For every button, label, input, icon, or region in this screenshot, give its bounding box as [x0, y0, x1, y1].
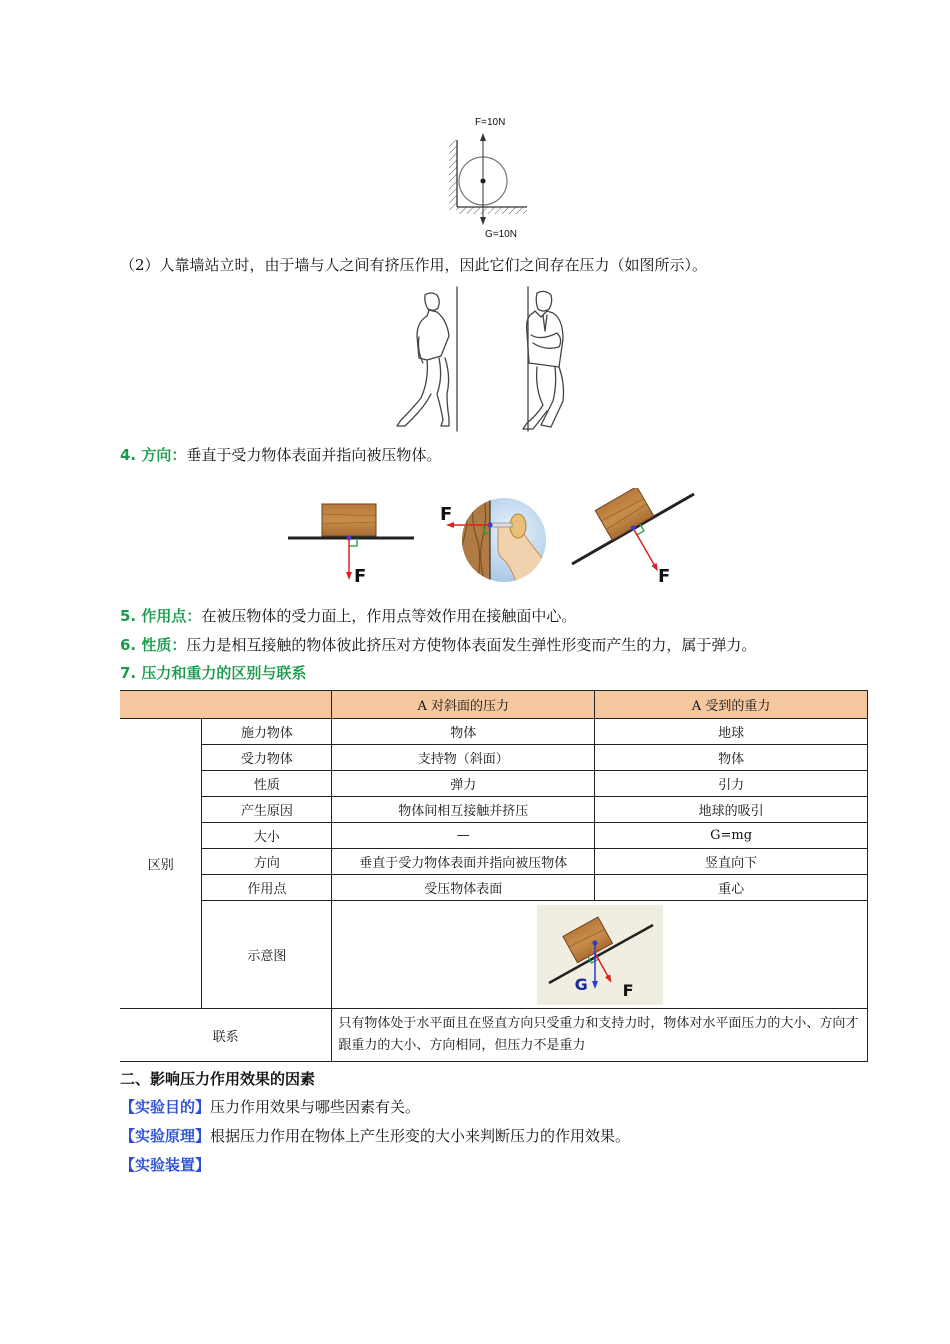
table-header-row	[120, 691, 868, 719]
pressure-cell: 弹力	[332, 771, 595, 797]
table-row	[120, 745, 868, 771]
gravity-cell: 物体	[595, 745, 868, 771]
principle-text: 根据压力作用在物体上产生形变的大小来判断压力的作用效果。	[210, 1127, 631, 1145]
point-label: 5. 作用点：	[120, 607, 202, 625]
attr-cell: 性质	[202, 771, 332, 797]
g-label: G=10N	[485, 229, 517, 240]
diagram-g-label: G	[574, 974, 588, 994]
pressure-cell: 物体间相互接触并挤压	[332, 797, 595, 823]
gravity-cell: 地球的吸引	[595, 797, 868, 823]
diagram-label-cell: 示意图	[202, 901, 332, 1009]
table-row	[120, 719, 868, 745]
purpose-label: 【实验目的】	[120, 1098, 211, 1116]
section-2-title: 二、影响压力作用效果的因素	[120, 1070, 316, 1088]
table-row	[120, 875, 868, 901]
table-row	[120, 797, 868, 823]
gravity-cell: 引力	[595, 771, 868, 797]
diagram-f-label: F	[622, 980, 634, 1000]
gravity-cell: G=mg	[595, 823, 868, 849]
direction-text: 垂直于受力物体表面并指向被压物体。	[186, 446, 442, 464]
pressure-gravity-diagram	[537, 905, 663, 1005]
apparatus-label: 【实验装置】	[120, 1156, 211, 1174]
gravity-cell: 竖直向下	[595, 849, 868, 875]
attr-cell: 受力物体	[202, 745, 332, 771]
table-row	[120, 771, 868, 797]
principle-line	[120, 1125, 630, 1147]
compare-title: 7. 压力和重力的区别与联系	[120, 664, 307, 682]
direction-label: 4. 方向：	[120, 446, 187, 464]
header-pressure: A 对斜面的压力	[332, 691, 595, 719]
pressure-cell: 物体	[332, 719, 595, 745]
nature-line	[120, 634, 756, 656]
block-on-slope-figure	[570, 488, 700, 588]
header-empty-cell	[120, 691, 332, 719]
point-text: 在被压物体的受力面上，作用点等效作用在接触面中心。	[201, 607, 577, 625]
attr-cell: 施力物体	[202, 719, 332, 745]
header-gravity: A 受到的重力	[595, 691, 868, 719]
attr-cell: 大小	[202, 823, 332, 849]
pressure-cell: 垂直于受力物体表面并指向被压物体	[332, 849, 595, 875]
thumb-wall-figure	[438, 498, 548, 588]
force-label-1: F	[354, 566, 367, 587]
pressure-cell: —	[332, 823, 595, 849]
purpose-line	[120, 1096, 420, 1118]
relation-text-cell: 只有物体处于水平面且在竖直方向只受重力和支持力时，物体对水平面压力的大小、方向才跟重力的大小、方向相同，但压力不是重力	[332, 1009, 868, 1062]
pressure-cell: 受压物体表面	[332, 875, 595, 901]
people-wall-figure	[395, 285, 595, 435]
attr-cell: 作用点	[202, 875, 332, 901]
nature-label: 6. 性质：	[120, 636, 187, 654]
comparison-table	[120, 690, 868, 1062]
nature-text: 压力是相互接触的物体彼此挤压对方使物体表面发生弹性形变而产生的力，属于弹力。	[186, 636, 757, 654]
pressure-cell: 支持物（斜面）	[332, 745, 595, 771]
apparatus-line	[120, 1154, 210, 1176]
purpose-text: 压力作用效果与哪些因素有关。	[210, 1098, 421, 1116]
gravity-cell: 地球	[595, 719, 868, 745]
paragraph-2: （2）人靠墙站立时，由于墙与人之间有挤压作用，因此它们之间存在压力（如图所示）。	[120, 256, 708, 274]
attr-cell: 方向	[202, 849, 332, 875]
relation-row	[120, 1009, 868, 1062]
table-row	[120, 823, 868, 849]
block-on-floor-figure	[288, 500, 418, 590]
principle-label: 【实验原理】	[120, 1127, 211, 1145]
direction-line	[120, 444, 441, 466]
diagram-row	[120, 901, 868, 1009]
diagram-cell	[332, 901, 868, 1009]
relation-label-cell: 联系	[120, 1009, 332, 1062]
group-label-cell: 区别	[120, 719, 202, 1009]
force-label-2: F	[440, 504, 453, 525]
attr-cell: 产生原因	[202, 797, 332, 823]
point-line	[120, 605, 576, 627]
ball-wall-figure	[445, 115, 535, 245]
table-row	[120, 849, 868, 875]
force-label-3: F	[658, 566, 671, 587]
f-label: F=10N	[475, 117, 506, 128]
gravity-cell: 重心	[595, 875, 868, 901]
